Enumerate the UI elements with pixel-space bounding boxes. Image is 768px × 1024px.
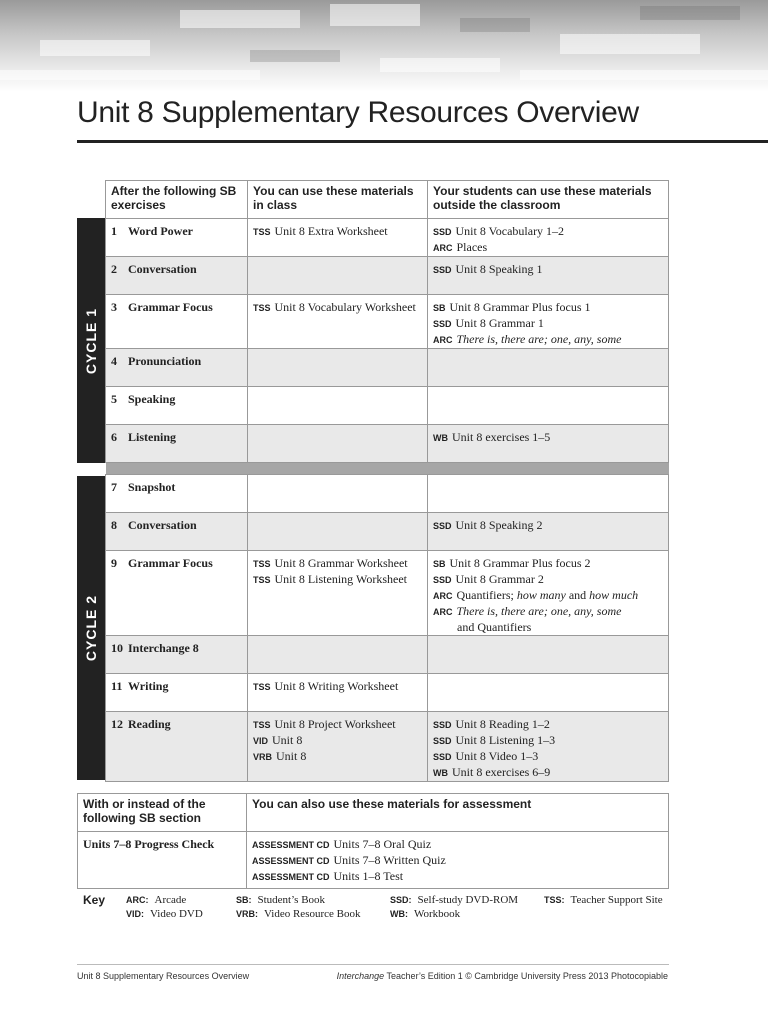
exercise-cell — [106, 475, 248, 513]
resource-code: ARC — [433, 243, 453, 253]
resource-code: VID — [253, 736, 269, 746]
outside-class-cell — [428, 513, 669, 551]
exercise-name: Conversation — [128, 518, 197, 532]
resource-code: TSS — [253, 227, 271, 237]
resource-text: Unit 8 Grammar Plus focus 2 — [449, 556, 591, 570]
table-row — [106, 712, 669, 782]
key-code: SSD: — [390, 895, 412, 905]
resource-code: TSS — [253, 559, 271, 569]
key-code: VID: — [126, 909, 144, 919]
exercise-number: 4 — [111, 354, 117, 368]
exercise-number: 12 — [111, 717, 123, 731]
assessment-text: Units 7–8 Oral Quiz — [333, 837, 432, 851]
table-row — [106, 636, 669, 674]
footer-left: Unit 8 Supplementary Resources Overview — [77, 971, 250, 981]
cycle-separator — [106, 463, 669, 475]
cycle-1-label: CYCLE 1 — [83, 307, 99, 374]
exercise-cell — [106, 425, 248, 463]
key-vrb — [236, 908, 361, 920]
in-class-cell — [248, 257, 428, 295]
assessment-row — [78, 832, 669, 889]
footer-rule — [77, 964, 669, 965]
resource-code: SSD — [433, 319, 452, 329]
resource-italic: There is, there are; one, any, some — [456, 332, 622, 346]
exercise-label — [111, 679, 168, 693]
outside-class-cell — [428, 551, 669, 636]
exercise-label — [111, 717, 171, 731]
cycle-2-bar — [77, 476, 105, 780]
in-class-cell — [248, 513, 428, 551]
resource-line — [433, 300, 663, 316]
resource-line — [433, 224, 663, 240]
exercise-name: Writing — [128, 679, 169, 693]
resource-code: TSS — [253, 575, 271, 585]
exercise-name: Snapshot — [128, 480, 176, 494]
table-row — [106, 513, 669, 551]
table-row — [106, 475, 669, 513]
page-title: Unit 8 Supplementary Resources Overview — [77, 96, 639, 129]
resource-text: Unit 8 Grammar 2 — [455, 572, 544, 586]
exercise-name: Pronunciation — [128, 354, 202, 368]
exercise-name: Speaking — [128, 392, 176, 406]
exercise-cell — [106, 636, 248, 674]
exercise-number: 2 — [111, 262, 117, 276]
in-class-cell — [248, 219, 428, 257]
resource-text: Unit 8 exercises 6–9 — [452, 765, 551, 779]
resource-code: SSD — [433, 736, 452, 746]
assessment-item — [252, 869, 663, 885]
resource-code: ARC — [433, 591, 453, 601]
key-text: Teacher Support Site — [570, 894, 663, 906]
resource-code: SSD — [433, 752, 452, 762]
exercise-label — [111, 480, 175, 494]
resource-code: WB — [433, 768, 448, 778]
outside-class-cell — [428, 219, 669, 257]
exercise-cell — [106, 513, 248, 551]
resource-code: ARC — [433, 607, 453, 617]
exercise-name: Conversation — [128, 262, 197, 276]
outside-class-cell — [428, 425, 669, 463]
resource-text: Unit 8 Vocabulary 1–2 — [455, 224, 565, 238]
exercise-cell — [106, 551, 248, 636]
table-row — [106, 551, 669, 636]
exercise-number: 6 — [111, 430, 117, 444]
in-class-cell — [248, 475, 428, 513]
resource-line — [253, 733, 422, 749]
resources-table — [105, 180, 669, 782]
exercise-label — [111, 224, 193, 238]
resource-code: SB — [433, 303, 446, 313]
key-text: Video Resource Book — [264, 908, 361, 920]
resource-line — [433, 332, 663, 348]
resource-code: WB — [433, 433, 448, 443]
key-label: Key — [83, 893, 106, 907]
resource-code: ARC — [433, 335, 453, 345]
footer-book-title: Interchange — [336, 971, 385, 981]
key-code: SB: — [236, 895, 252, 905]
exercise-name: Interchange 8 — [128, 641, 199, 655]
resource-code: SSD — [433, 720, 452, 730]
resource-text: Unit 8 Speaking 2 — [455, 518, 543, 532]
resource-text: Unit 8 — [272, 733, 303, 747]
assessment-section: Units 7–8 Progress Check — [83, 837, 215, 851]
assessment-items-cell — [247, 832, 669, 889]
footer-right — [337, 971, 668, 981]
assessment-header-row — [78, 794, 669, 832]
exercise-label — [111, 430, 176, 444]
header-banner — [0, 0, 768, 92]
exercise-number: 1 — [111, 224, 117, 238]
exercise-number: 3 — [111, 300, 117, 314]
key-text: Self-study DVD-ROM — [417, 894, 519, 906]
outside-class-cell — [428, 636, 669, 674]
exercise-name: Grammar Focus — [128, 556, 213, 570]
exercise-cell — [106, 387, 248, 425]
key-text: Workbook — [414, 908, 461, 920]
key-text: Arcade — [154, 894, 187, 906]
key-code: WB: — [390, 909, 408, 919]
resource-text: Unit 8 Listening 1–3 — [455, 733, 556, 747]
resource-code: SSD — [433, 227, 452, 237]
resource-line — [433, 240, 663, 256]
exercise-label — [111, 392, 175, 406]
exercise-cell — [106, 712, 248, 782]
exercise-cell — [106, 674, 248, 712]
key-ssd — [390, 894, 518, 906]
outside-class-cell — [428, 387, 669, 425]
resource-text: Places — [456, 240, 488, 254]
exercise-label — [111, 354, 201, 368]
resource-code: SSD — [433, 265, 452, 275]
resource-text: Unit 8 exercises 1–5 — [452, 430, 551, 444]
key-wb — [390, 908, 460, 920]
header-sb-exercises: After the following SB exercises — [106, 181, 248, 219]
resource-line — [433, 572, 663, 588]
in-class-cell — [248, 712, 428, 782]
resource-line — [433, 717, 663, 733]
outside-class-cell — [428, 295, 669, 349]
key-tss — [544, 894, 663, 906]
in-class-cell — [248, 636, 428, 674]
outside-class-cell — [428, 349, 669, 387]
resource-line — [433, 262, 663, 278]
resource-text: Unit 8 Writing Worksheet — [274, 679, 399, 693]
table-row — [106, 257, 669, 295]
exercise-label — [111, 518, 197, 532]
resource-line — [433, 430, 663, 446]
title-rule — [77, 140, 768, 143]
resource-text: and — [568, 588, 587, 602]
resource-text: Unit 8 Vocabulary Worksheet — [274, 300, 416, 314]
exercise-name: Reading — [128, 717, 171, 731]
resource-text: Unit 8 Extra Worksheet — [274, 224, 388, 238]
assessment-header-materials: You can also use these materials for assessment — [247, 794, 669, 832]
table-header-row — [106, 181, 669, 219]
assessment-table — [77, 793, 669, 889]
assessment-code: ASSESSMENT CD — [252, 840, 330, 850]
resource-line — [433, 316, 663, 332]
resource-code: TSS — [253, 720, 271, 730]
footer-copyright: Teacher’s Edition 1 © Cambridge University Press 2013 Photocopiable — [384, 971, 668, 981]
resource-line — [433, 588, 663, 604]
cycle-1-bar — [77, 218, 105, 463]
resource-line — [253, 300, 422, 316]
resource-text: Unit 8 Project Worksheet — [274, 717, 396, 731]
resource-italic: There is, there are; one, any, some — [456, 604, 622, 618]
resource-line — [253, 572, 422, 588]
resource-line — [253, 224, 422, 240]
resource-code: TSS — [253, 303, 271, 313]
resource-line — [253, 679, 422, 695]
exercise-label — [111, 262, 197, 276]
resource-italic: how much — [589, 588, 639, 602]
exercise-name: Listening — [128, 430, 177, 444]
resource-text: Quantifiers; — [456, 588, 514, 602]
table-row — [106, 295, 669, 349]
resource-line — [433, 620, 663, 635]
exercise-number: 7 — [111, 480, 117, 494]
exercise-number: 10 — [111, 641, 123, 655]
resource-line — [433, 604, 663, 620]
exercise-cell — [106, 219, 248, 257]
assessment-item — [252, 837, 663, 853]
exercise-label — [111, 556, 213, 570]
exercise-name: Word Power — [128, 224, 193, 238]
assessment-header-section: With or instead of the following SB section — [78, 794, 247, 832]
key-text: Video DVD — [150, 908, 203, 920]
resource-line — [433, 749, 663, 765]
exercise-label — [111, 300, 213, 314]
exercise-number: 11 — [111, 679, 123, 693]
resource-text: Unit 8 Speaking 1 — [455, 262, 543, 276]
resource-line — [253, 717, 422, 733]
resource-code: SB — [433, 559, 446, 569]
resource-line — [433, 556, 663, 572]
resource-italic: how many — [516, 588, 566, 602]
key-vid — [126, 908, 203, 920]
key-text: Student’s Book — [257, 894, 326, 906]
resource-line — [253, 749, 422, 765]
resource-code: SSD — [433, 575, 452, 585]
exercise-cell — [106, 257, 248, 295]
assessment-section-cell — [78, 832, 247, 889]
key-code: VRB: — [236, 909, 258, 919]
resource-line — [433, 518, 663, 534]
exercise-name: Grammar Focus — [128, 300, 213, 314]
resource-text: Unit 8 Reading 1–2 — [455, 717, 550, 731]
table-row — [106, 219, 669, 257]
resource-line — [253, 556, 422, 572]
resource-code: VRB — [253, 752, 273, 762]
resource-line — [433, 733, 663, 749]
resource-text: Unit 8 Listening Worksheet — [274, 572, 407, 586]
resource-text: Unit 8 Video 1–3 — [455, 749, 539, 763]
in-class-cell — [248, 674, 428, 712]
outside-class-cell — [428, 712, 669, 782]
table-row — [106, 674, 669, 712]
table-row — [106, 387, 669, 425]
table-row — [106, 349, 669, 387]
exercise-number: 8 — [111, 518, 117, 532]
outside-class-cell — [428, 674, 669, 712]
resource-text: Unit 8 Grammar Plus focus 1 — [449, 300, 591, 314]
header-in-class: You can use these materials in class — [248, 181, 428, 219]
cycle-2-label: CYCLE 2 — [83, 594, 99, 662]
assessment-item — [252, 853, 663, 869]
header-outside-class: Your students can use these materials outside the classroom — [428, 181, 669, 219]
resource-text: Unit 8 Grammar Worksheet — [274, 556, 408, 570]
exercise-label — [111, 641, 199, 655]
exercise-cell — [106, 295, 248, 349]
resource-code: TSS — [253, 682, 271, 692]
outside-class-cell — [428, 257, 669, 295]
in-class-cell — [248, 551, 428, 636]
resource-text: and Quantifiers — [457, 620, 532, 634]
in-class-cell — [248, 425, 428, 463]
outside-class-cell — [428, 475, 669, 513]
key-arc — [126, 894, 186, 906]
key-code: TSS: — [544, 895, 565, 905]
exercise-number: 5 — [111, 392, 117, 406]
in-class-cell — [248, 295, 428, 349]
in-class-cell — [248, 387, 428, 425]
assessment-code: ASSESSMENT CD — [252, 872, 330, 882]
exercise-cell — [106, 349, 248, 387]
table-row — [106, 425, 669, 463]
resource-text: Unit 8 Grammar 1 — [455, 316, 544, 330]
assessment-text: Units 1–8 Test — [333, 869, 404, 883]
assessment-code: ASSESSMENT CD — [252, 856, 330, 866]
resource-text: Unit 8 — [276, 749, 307, 763]
key-sb — [236, 894, 325, 906]
assessment-text: Units 7–8 Written Quiz — [333, 853, 446, 867]
in-class-cell — [248, 349, 428, 387]
exercise-number: 9 — [111, 556, 117, 570]
resource-line — [433, 765, 663, 781]
resource-code: SSD — [433, 521, 452, 531]
key-code: ARC: — [126, 895, 149, 905]
